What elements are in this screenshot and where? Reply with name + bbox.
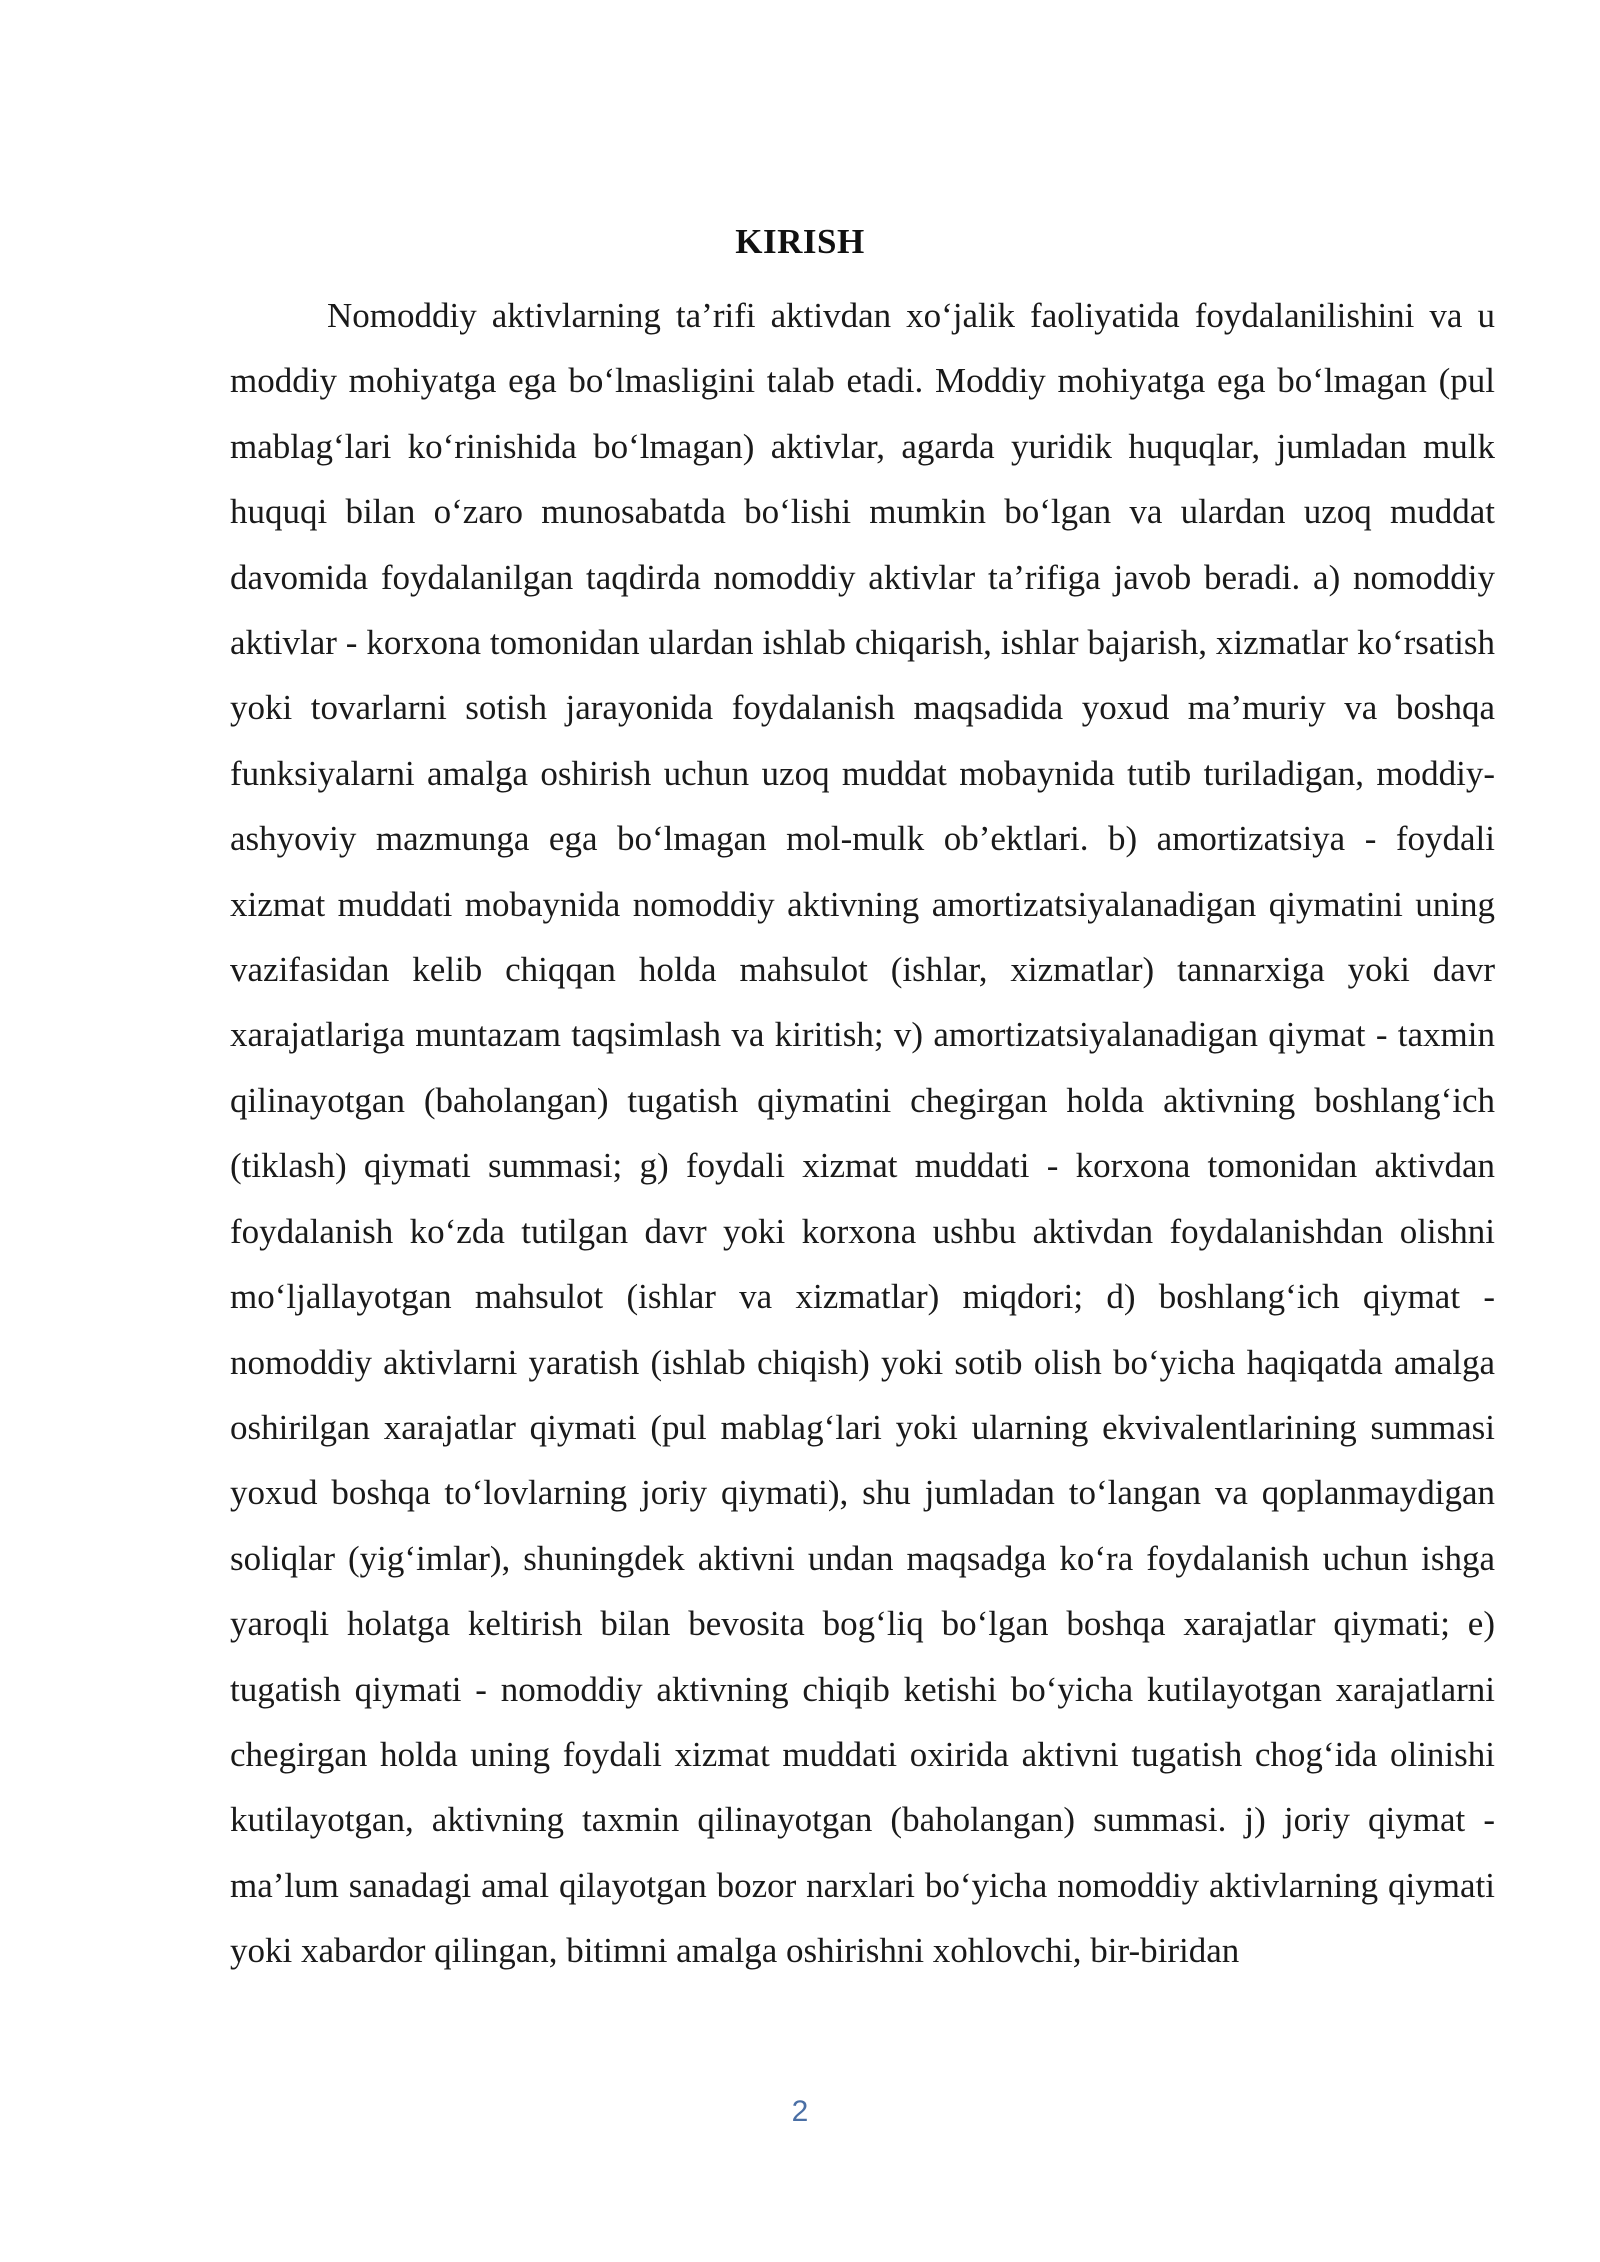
body-paragraph: Nomoddiy aktivlarning ta’rifi aktivdan xo‘jalik faoliyatida foydalanilishini va u moddiy mohiyatga ega bo‘lmasligini talab etadi. Moddiy mohiyatga ega bo‘lmagan (pul mablag‘lari ko‘rinishida bo‘lmagan) aktivlar, agarda yuridik huquqlar, jumladan mulk huquqi bilan o‘zaro munosabatda bo‘lishi mumkin bo‘lgan va ulardan uzoq muddat davomida foydalanilgan taqdirda nomoddiy aktivlar ta’rifiga javob beradi. a) nomoddiy aktivlar - korxona tomonidan ulardan ishlab chiqarish, ishlar bajarish, xizmatlar ko‘rsatish yoki tovarlarni sotish jarayonida foydalanish maqsadida yoxud ma’muriy va boshqa funksiyalarni amalga oshirish uchun uzoq muddat mobaynida tutib turiladigan, moddiy-ashyoviy mazmunga ega bo‘lmagan mol-mulk ob’ektlari. b) amortizatsiya - foydali xizmat muddati mobaynida nomoddiy aktivning amortizatsiyalanadigan qiymatini uning vazifasidan kelib chiqqan holda mahsulot (ishlar, xizmatlar) tannarxiga yoki davr xarajatlariga muntazam taqsimlash va kiritish; v) amortizatsiyalanadigan qiymat - taxmin qilinayotgan (baholangan) tugatish qiymatini chegirgan holda aktivning boshlang‘ich (tiklash) qiymati summasi; g) foydali xizmat muddati - korxona tomonidan aktivdan foydalanish ko‘zda tutilgan davr yoki korxona ushbu aktivdan foydalanishdan olishni mo‘ljallayotgan mahsulot (ishlar va xizmatlar) miqdori; d) boshlang‘ich qiymat - nomoddiy aktivlarni yaratish (ishlab chiqish) yoki sotib olish bo‘yicha haqiqatda amalga oshirilgan xarajatlar qiymati (pul mablag‘lari yoki ularning ekvivalentlarining summasi yoxud boshqa to‘lovlarning joriy qiymati), shu jumladan to‘langan va qoplanmaydigan soliqlar (yig‘imlar), shuningdek aktivni undan maqsadga ko‘ra foydalanish uchun ishga yaroqli holatga keltirish bilan bevosita bog‘liq bo‘lgan boshqa xarajatlar qiymati; e) tugatish qiymati - nomoddiy aktivning chiqib ketishi bo‘yicha kutilayotgan xarajatlarni chegirgan holda uning foydali xizmat muddati oxirida aktivni tugatish chog‘ida olinishi kutilayotgan, aktivning taxmin qilinayotgan (baholangan) summasi. j) joriy qiymat - ma’lum sanadagi amal qilayotgan bozor narxlari bo‘yicha nomoddiy aktivlarning qiymati yoki xabardor qilingan, bitimni amalga oshirishni xohlovchi, bir-biridan — [230, 296, 1495, 1971]
page-number: 2 — [791, 2095, 809, 2128]
section-heading: KIRISH — [735, 222, 865, 261]
